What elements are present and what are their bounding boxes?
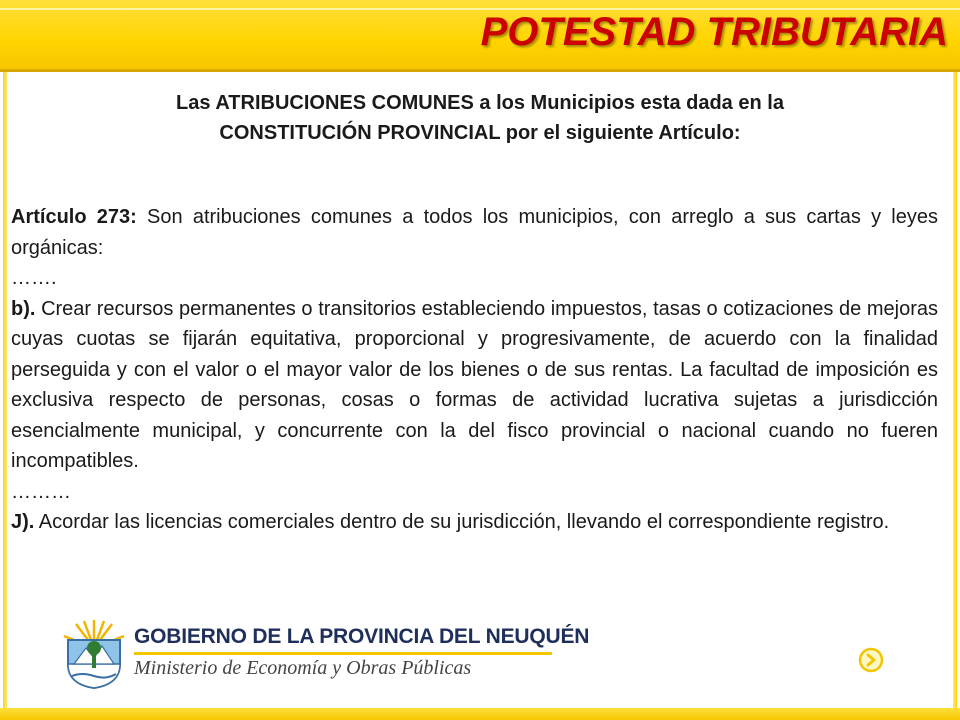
article-text: Son atribuciones comunes a todos los municipios, con arreglo a sus cartas y leyes orgánicas: <box>11 206 938 259</box>
coat-of-arms-icon <box>58 618 130 690</box>
clause-b-text: Crear recursos permanentes o transitorios estableciendo impuestos, tasas o cotizaciones de mejoras cuyas cuotas se fijarán equitativa, proporcional y progresivamente, de acuerdo con la finalidad perseguida y con el valor o el mayor valor de los bienes o de sus rentas. La facultad de imposición es exclusiva respecto de personas, cosas o formas de actividad lucrativa sujetas a jurisdicción esencialmente municipal, y concurrente con la del fisco provincial o nacional cuando no fueren incompatibles. <box>11 297 938 472</box>
slide-title: POTESTAD TRIBUTARIA <box>480 10 948 54</box>
clause-b-label: b). <box>11 297 36 320</box>
right-border <box>953 72 957 712</box>
intro-line-1: Las ATRIBUCIONES COMUNES a los Municipios esta dada en la <box>176 92 784 114</box>
clause-b <box>11 294 938 477</box>
intro-line-2: CONSTITUCIÓN PROVINCIAL por el siguiente Artículo: <box>219 122 741 144</box>
clause-j <box>11 507 938 538</box>
clause-j-text: Acordar las licencias comerciales dentro de su jurisdicción, llevando el correspondiente registro. <box>34 511 890 533</box>
intro-heading <box>40 88 920 148</box>
ministry-name: Ministerio de Economía y Obras Públicas <box>134 657 472 679</box>
title-bar <box>0 0 960 72</box>
bottom-border <box>0 708 960 720</box>
next-arrow-icon[interactable] <box>858 647 884 673</box>
ellipsis-2: ……… <box>11 480 71 503</box>
government-divider <box>134 652 552 655</box>
ellipsis-1: ……. <box>11 267 57 289</box>
article-intro <box>11 202 938 263</box>
article-body <box>11 202 938 538</box>
clause-j-label: J). <box>11 511 35 533</box>
article-label: Artículo 273: <box>11 206 137 228</box>
left-border <box>3 72 7 712</box>
government-name: GOBIERNO DE LA PROVINCIA DEL NEUQUÉN <box>134 625 590 648</box>
